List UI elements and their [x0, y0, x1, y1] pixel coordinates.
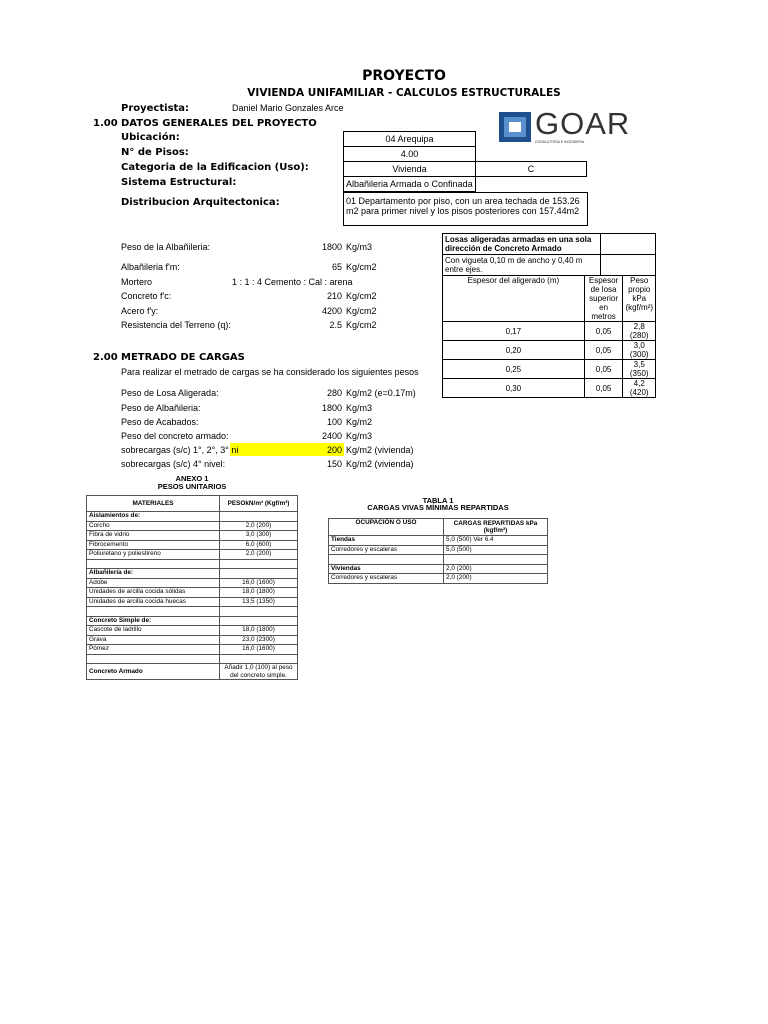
section2-title: METRADO DE CARGAS: [121, 352, 245, 363]
prop-value-terreno: 2.5: [329, 320, 342, 330]
section1-number: 1.00: [93, 118, 118, 129]
load-value-concreto: 2400: [321, 431, 342, 441]
table-row: Viviendas 2,0 (200): [329, 564, 548, 574]
table-row: Unidades de arcilla cocida sólidas 18,0 (1800): [87, 588, 298, 598]
section2-intro: Para realizar el metrado de cargas se ha considerado los siguientes pesos: [121, 367, 419, 377]
losas-cell: 3,0 (300): [623, 341, 656, 360]
table-row: Corcho 2,0 (200): [87, 521, 298, 531]
table-row: Cascote de ladrillo 18,0 (1800): [87, 626, 298, 636]
losas-cell: 0,20: [443, 341, 585, 360]
losas-header-peso: Peso propio kPa (kgf/m²): [623, 276, 656, 322]
table-row: Corredores y escaleras 5,0 (500): [329, 545, 548, 555]
losas-table: [442, 233, 656, 398]
load-value-losa: 280: [326, 388, 342, 398]
losas-cell: 0,05: [584, 360, 623, 379]
losas-row: [443, 322, 656, 341]
anexo-concreto-armado: Concreto Armado: [87, 664, 220, 680]
losas-cell: 0,25: [443, 360, 585, 379]
ubicacion-field[interactable]: 04 Arequipa: [343, 131, 476, 147]
anexo-header-materiales: MATERIALES: [87, 496, 220, 512]
losas-cell: 0,30: [443, 379, 585, 398]
tabla1-subtitle: CARGAS VIVAS MÍNIMAS REPARTIDAS: [367, 503, 509, 512]
anexo-title: ANEXO 1: [175, 474, 209, 483]
tabla1-table: [328, 518, 548, 584]
load-label-sc4: sobrecargas (s/c) 4° nivel:: [121, 459, 226, 469]
prop-value-fm: 65: [331, 262, 342, 272]
page-title: PROYECTO: [362, 68, 446, 84]
losas-cell: 0,05: [584, 322, 623, 341]
anexo-subtitle: PESOS UNITARIOS: [157, 482, 227, 491]
table-row: Poliuretano y poliestireno 2,0 (200): [87, 550, 298, 560]
prop-label-fc: Concreto f'c:: [121, 291, 172, 301]
prop-value-fy: 4200: [321, 306, 342, 316]
prop-label-terreno: Resistencia del Terreno (q):: [121, 320, 231, 330]
anexo-table: [86, 495, 298, 680]
losas-row: [443, 341, 656, 360]
load-label-acabados: Peso de Acabados:: [121, 417, 199, 427]
ubicacion-label: Ubicación:: [121, 132, 180, 143]
load-unit-sc4: Kg/m2 (vivienda): [346, 459, 414, 469]
sistema-field[interactable]: Albañileria Armada o Confinada: [343, 176, 476, 192]
categoria-code-field[interactable]: C: [475, 161, 587, 177]
prop-unit-fc: Kg/cm2: [346, 291, 377, 301]
load-unit-losa: Kg/m2 (e=0.17m): [346, 388, 416, 398]
prop-unit-peso-albanileria: Kg/m3: [346, 242, 373, 252]
losas-header-losa: Espesor de losa superior en metros: [584, 276, 623, 322]
load-value-sc4: 150: [326, 459, 342, 469]
table-row: [329, 555, 548, 565]
load-unit-concreto: Kg/m3: [346, 431, 373, 441]
anexo-group-concreto: Concreto Simple de:: [87, 616, 220, 626]
distribucion-label: Distribucion Arquitectonica:: [121, 197, 280, 208]
prop-unit-fm: Kg/cm2: [346, 262, 377, 272]
categoria-label: Categoria de la Edificacion (Uso):: [121, 162, 309, 173]
prop-label-fm: Albañileria f'm:: [121, 262, 180, 272]
table-row: Fibrocemento 6,0 (600): [87, 540, 298, 550]
prop-label-fy: Acero f'y:: [121, 306, 159, 316]
prop-label-peso-albanileria: Peso de la Albañileria:: [121, 242, 211, 252]
prop-value-fc: 210: [326, 291, 342, 301]
table-row: Pómez 16,0 (1600): [87, 645, 298, 655]
anexo-group-aislamientos: Aislamientos de:: [87, 512, 220, 522]
losas-cell: 0,17: [443, 322, 585, 341]
distribucion-field[interactable]: 01 Departamento por piso, con un area techada de 153.26 m2 para primer nivel y los pisos posteriores con 157.44m2: [343, 192, 588, 226]
load-label-losa: Peso de Losa Aligerada:: [121, 388, 219, 398]
load-label-albanileria: Peso de Albañileria:: [121, 403, 201, 413]
losas-row: [443, 360, 656, 379]
load-unit-sc123: Kg/m2 (vivienda): [346, 445, 414, 455]
losas-row: [443, 379, 656, 398]
prop-value-peso-albanileria: 1800: [321, 242, 342, 252]
losas-cell: 2,8 (280): [623, 322, 656, 341]
prop-label-mortero: Mortero: [121, 277, 153, 287]
prop-unit-fy: Kg/cm2: [346, 306, 377, 316]
load-unit-acabados: Kg/m2: [346, 417, 373, 427]
section2-number: 2.00: [93, 352, 118, 363]
pisos-label: N° de Pisos:: [121, 147, 189, 158]
page-subtitle: VIVIENDA UNIFAMILIAR - CALCULOS ESTRUCTURALES: [247, 87, 561, 99]
prop-value-mortero: 1 : 1 : 4 Cemento : Cal : arena: [232, 277, 353, 287]
load-label-concreto: Peso del concreto armado:: [121, 431, 229, 441]
categoria-field[interactable]: Vivienda: [343, 161, 476, 177]
table-row: Corredores y escaleras 2,0 (200): [329, 574, 548, 584]
losas-cell: 0,05: [584, 379, 623, 398]
losas-header-espesor: Espesor del aligerado (m): [443, 276, 585, 322]
load-unit-albanileria: Kg/m3: [346, 403, 373, 413]
losas-cell: 3,5 (350): [623, 360, 656, 379]
load-label-sc123: sobrecargas (s/c) 1°, 2°, 3° ni: [121, 445, 239, 455]
tabla1-header-cargas: CARGAS REPARTIDAS kPa (kgf/m²): [444, 519, 548, 536]
losas-cell: 4,2 (420): [623, 379, 656, 398]
logo-text: GOAR: [535, 106, 631, 141]
table-row: Tiendas 5,0 (500) Ver 6.4: [329, 536, 548, 546]
section1-title: DATOS GENERALES DEL PROYECTO: [121, 118, 317, 129]
table-row: Fibra de vidrio 3,0 (300): [87, 531, 298, 541]
sistema-label: Sistema Estructural:: [121, 177, 237, 188]
proyectista-label: Proyectista:: [121, 103, 190, 114]
losas-note: Con vigueta 0,10 m de ancho y 0,40 m entre ejes.: [443, 255, 601, 275]
table-row: Adobe 16,0 (1600): [87, 578, 298, 588]
anexo-header-peso: PESOkN/m³ (Kgf/m³): [220, 496, 298, 512]
tabla1-title: TABLA 1: [422, 496, 454, 505]
load-value-albanileria: 1800: [321, 403, 342, 413]
prop-unit-terreno: Kg/cm2: [346, 320, 377, 330]
table-row: Concreto Armado Añadir 1,0 (100) al peso del concreto simple.: [87, 664, 298, 680]
losas-cell: 0,05: [584, 341, 623, 360]
proyectista-value: Daniel Mario Gonzales Arce: [232, 103, 344, 113]
losas-title: Losas aligeradas armadas en una sola dirección de Concreto Armado: [443, 234, 601, 254]
tabla1-header-ocupacion: OCUPACIÓN O USO: [329, 519, 444, 536]
goar-logo: [499, 106, 631, 148]
table-row: Grava 23,0 (2300): [87, 635, 298, 645]
pisos-field[interactable]: 4.00: [343, 146, 476, 162]
logo-tagline: CONSULTORIA E INGENIERIA: [535, 140, 585, 144]
table-row: Unidades de arcilla cocida huecas 13,5 (1350): [87, 597, 298, 607]
load-value-acabados: 100: [326, 417, 342, 427]
load-value-sc123[interactable]: 200: [326, 445, 342, 455]
anexo-group-albanileria: Albañilería de:: [87, 569, 220, 579]
